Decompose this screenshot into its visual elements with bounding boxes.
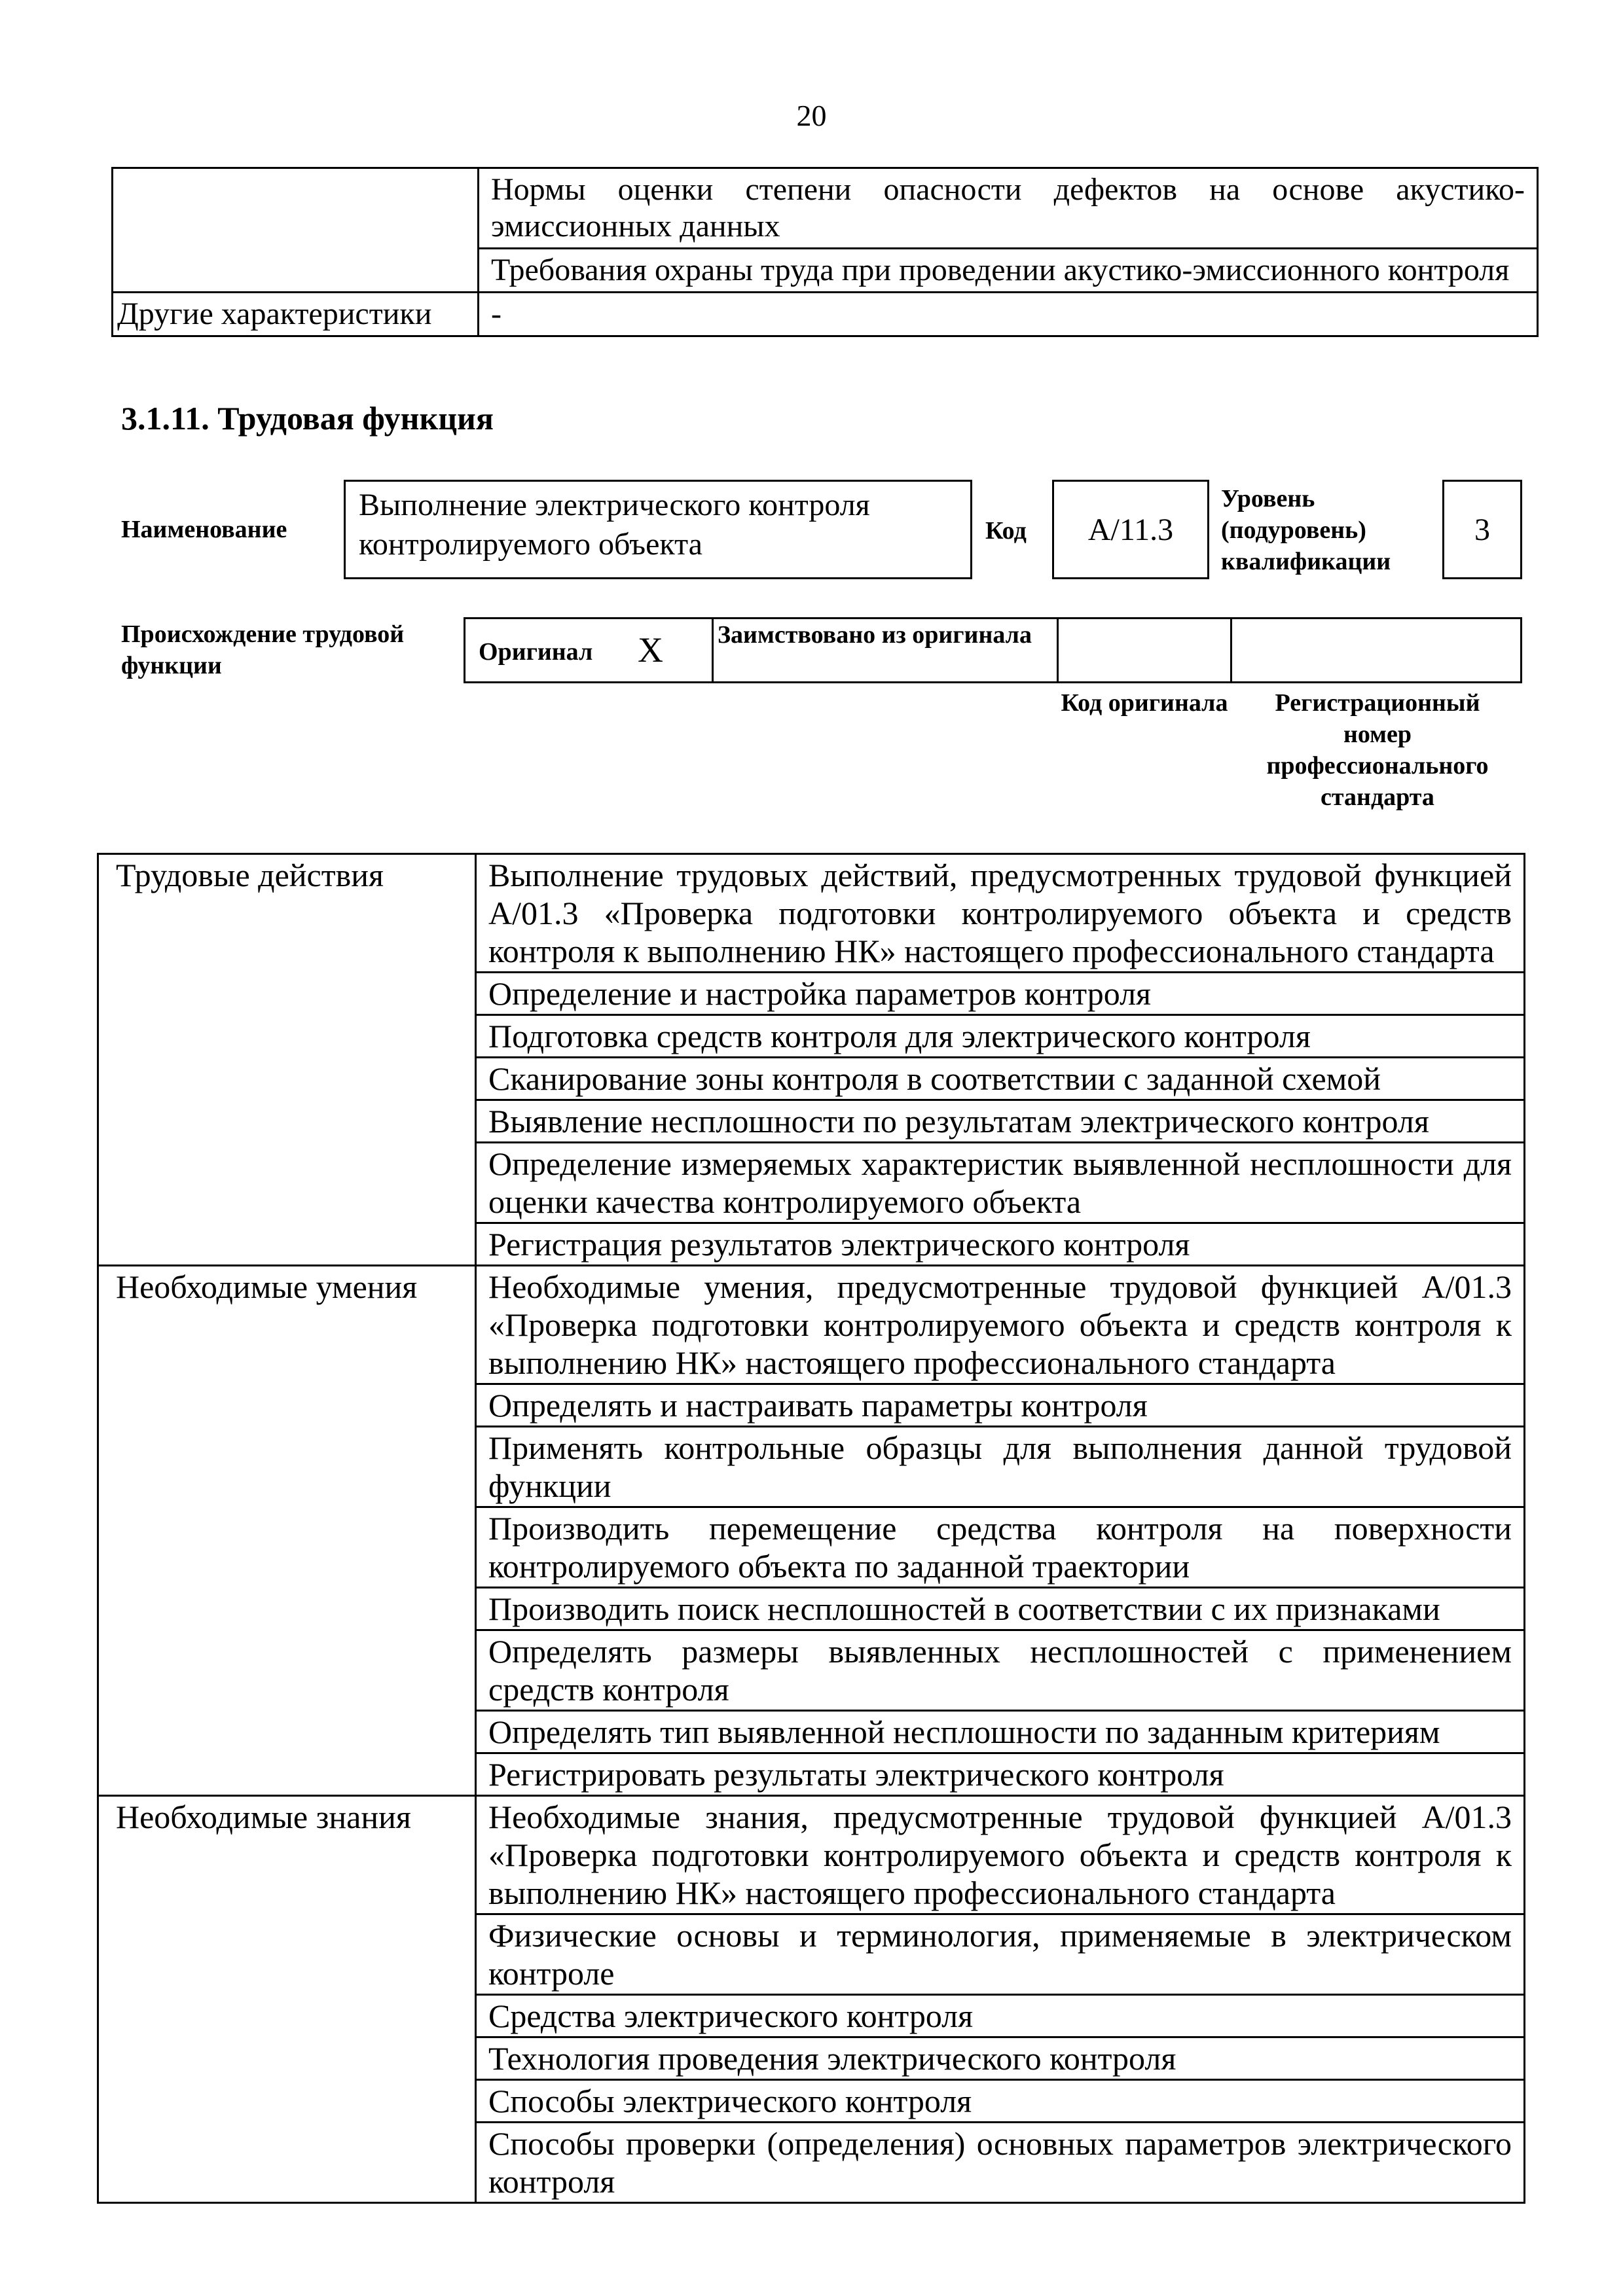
other-characteristics-value: -	[479, 293, 1538, 336]
top-characteristics-table	[111, 167, 1539, 337]
borrowed-box	[712, 617, 1059, 683]
required-knowledge-label: Необходимые знания	[98, 1796, 476, 2203]
table-cell: Определять и настраивать параметры контроля	[476, 1384, 1525, 1427]
table-row	[113, 293, 1538, 336]
table-cell: Подготовка средств контроля для электрического контроля	[476, 1015, 1525, 1058]
table-cell: Физические основы и терминология, применяемые в электрическом контроле	[476, 1914, 1525, 1995]
table-row	[98, 1266, 1525, 1384]
table-row	[98, 1796, 1525, 1914]
original-code-caption: Код оригинала	[1061, 689, 1228, 717]
table-row	[98, 854, 1525, 973]
empty-label-cell	[113, 168, 479, 293]
table-cell: Производить перемещение средства контроля на поверхности контролируемого объекта по заданной траектории	[476, 1507, 1525, 1588]
borrowed-label: Заимствовано из оригинала	[718, 621, 1032, 649]
table-cell: Сканирование зоны контроля в соответствии с заданной схемой	[476, 1058, 1525, 1100]
table-cell: Требования охраны труда при проведении акустико-эмиссионного контроля	[479, 249, 1538, 293]
table-cell: Регистрация результатов электрического контроля	[476, 1223, 1525, 1266]
original-box	[464, 617, 714, 683]
table-cell: Применять контрольные образцы для выполнения данной трудовой функции	[476, 1427, 1525, 1507]
code-label: Код	[985, 517, 1027, 545]
original-label: Оригинал	[479, 638, 593, 666]
table-cell: Определение и настройка параметров контроля	[476, 973, 1525, 1015]
registration-number-caption: Регистрационный номер профессионального стандарта	[1266, 689, 1489, 811]
code-value: A/11.3	[1052, 480, 1209, 579]
labor-function-table	[97, 853, 1525, 2204]
table-row	[113, 168, 1538, 249]
original-code-cell	[1057, 617, 1232, 683]
table-cell: Средства электрического контроля	[476, 1995, 1525, 2037]
qualification-level-label: Уровень (подуровень) квалификации	[1221, 485, 1391, 575]
table-cell: Регистрировать результаты электрического контроля	[476, 1753, 1525, 1796]
table-cell: Выполнение трудовых действий, предусмотренных трудовой функцией А/01.3 «Проверка подготовки контролируемого объекта и средств контроля к выполнению НК» настоящего профессионального стандарта	[476, 854, 1525, 973]
page-number: 20	[796, 99, 827, 132]
name-label: Наименование	[121, 516, 287, 543]
origin-label: Происхождение трудовой функции	[121, 620, 405, 679]
required-skills-label: Необходимые умения	[98, 1266, 476, 1796]
table-cell: Нормы оценки степени опасности дефектов на основе акустико-эмиссионных данных	[479, 168, 1538, 249]
table-cell: Выявление несплошности по результатам электрического контроля	[476, 1100, 1525, 1143]
other-characteristics-label: Другие характеристики	[113, 293, 479, 336]
table-cell: Необходимые знания, предусмотренные трудовой функцией А/01.3 «Проверка подготовки контролируемого объекта и средств контроля к выполнению НК» настоящего профессионального стандарта	[476, 1796, 1525, 1914]
section-title: 3.1.11. Трудовая функция	[121, 400, 494, 437]
table-cell: Технология проведения электрического контроля	[476, 2037, 1525, 2080]
table-cell: Определять размеры выявленных несплошностей с применением средств контроля	[476, 1630, 1525, 1711]
original-mark: X	[638, 630, 663, 670]
name-value: Выполнение электрического контроля контролируемого объекта	[344, 480, 972, 579]
table-cell: Определять тип выявленной несплошности по заданным критериям	[476, 1711, 1525, 1753]
table-cell: Способы электрического контроля	[476, 2080, 1525, 2123]
labor-actions-label: Трудовые действия	[98, 854, 476, 1266]
qualification-level-value: 3	[1442, 480, 1522, 579]
table-cell: Необходимые умения, предусмотренные трудовой функцией А/01.3 «Проверка подготовки контролируемого объекта и средств контроля к выполнению НК» настоящего профессионального стандарта	[476, 1266, 1525, 1384]
table-cell: Способы проверки (определения) основных параметров электрического контроля	[476, 2123, 1525, 2203]
registration-number-cell	[1230, 617, 1522, 683]
table-cell: Определение измеряемых характеристик выявленной несплошности для оценки качества контролируемого объекта	[476, 1143, 1525, 1223]
table-cell: Производить поиск несплошностей в соответствии с их признаками	[476, 1588, 1525, 1630]
